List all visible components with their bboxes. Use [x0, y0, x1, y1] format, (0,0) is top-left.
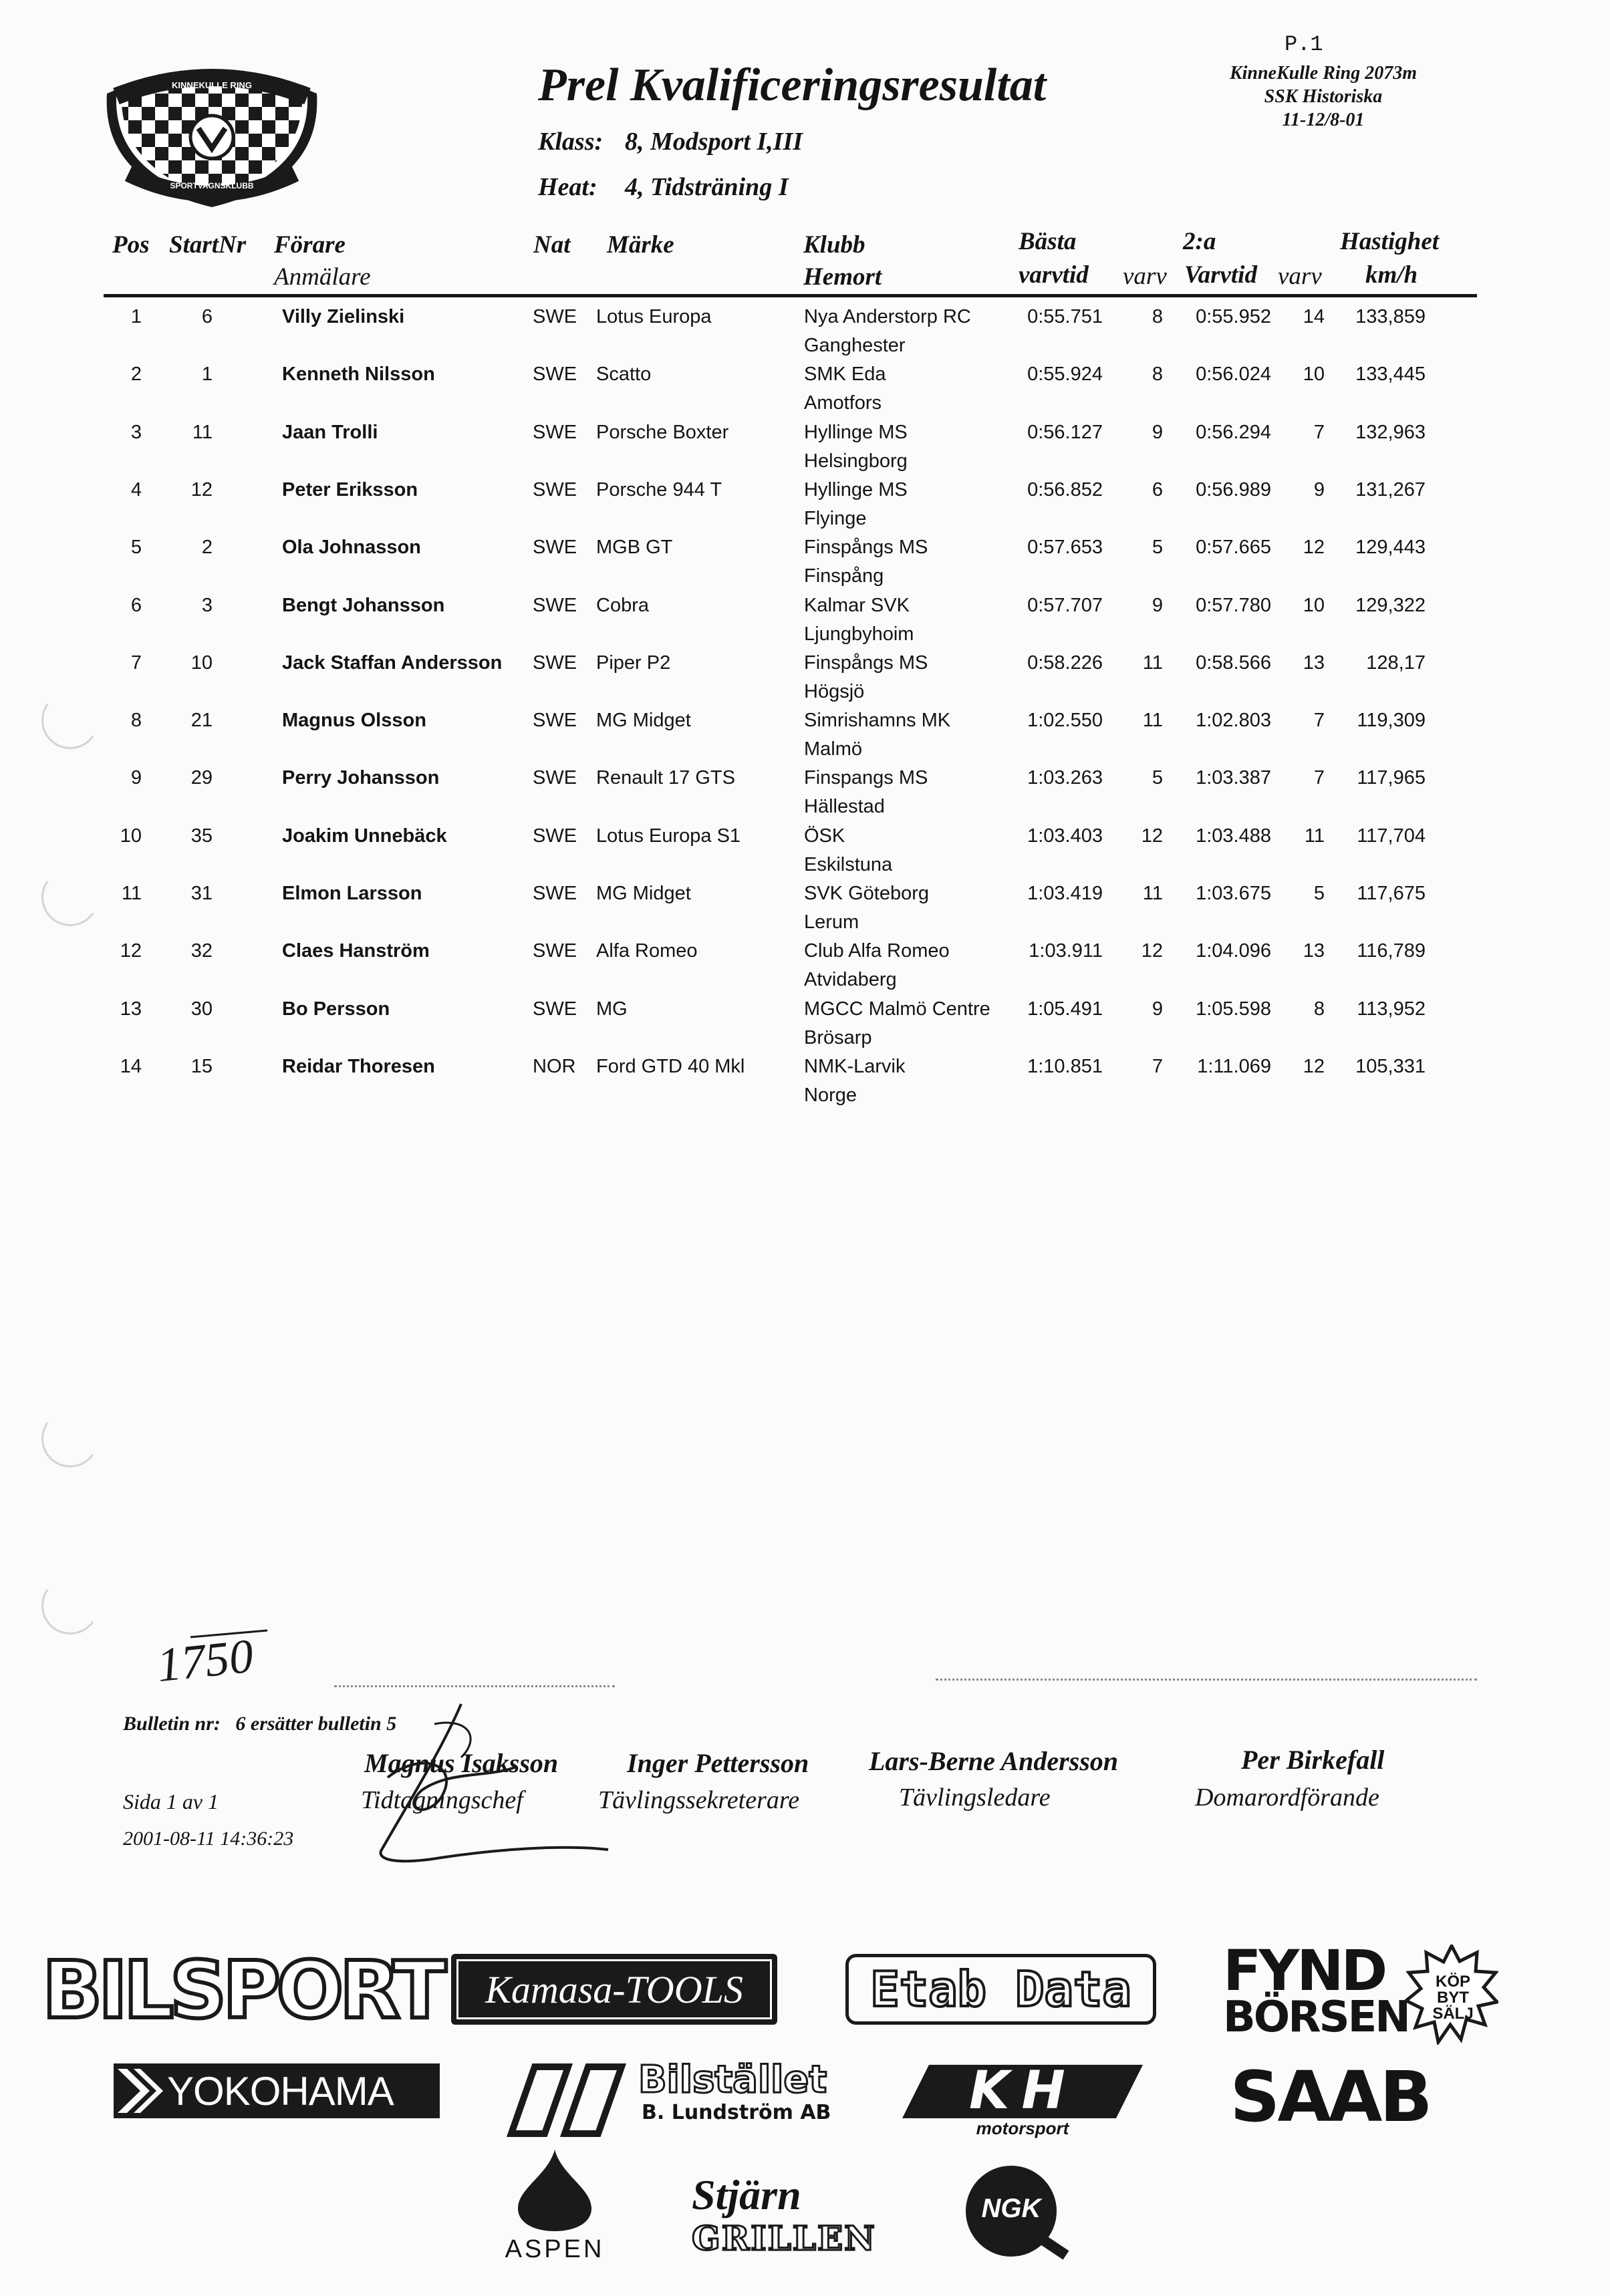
- punch-hole: [37, 864, 104, 931]
- cell-lap: 11: [1142, 652, 1163, 674]
- cell-make: Alfa Romeo: [596, 940, 698, 962]
- cell-nr: 11: [192, 421, 213, 443]
- cell-nr: 15: [190, 1055, 213, 1077]
- cell-pos: 8: [130, 710, 142, 732]
- sponsor-ngk-text: NGK: [981, 2194, 1041, 2223]
- class-label: Klass:: [538, 128, 603, 156]
- cell-nr: 32: [190, 940, 213, 962]
- col-entrant: Anmälare: [274, 263, 371, 291]
- cell-lap2: 12: [1303, 537, 1325, 559]
- cell-driver: Ola Johnasson: [282, 537, 421, 559]
- cell-nat: SWE: [533, 710, 577, 732]
- cell-nr: 6: [201, 306, 213, 327]
- punch-hole: [37, 1572, 104, 1639]
- cell-nat: SWE: [533, 940, 577, 962]
- cell-make: Lotus Europa S1: [596, 825, 741, 847]
- heat-line: [538, 172, 789, 202]
- sponsor-fyndborsen: [1223, 1938, 1504, 2045]
- cell-lap: 8: [1152, 306, 1163, 327]
- cell-lap: 6: [1152, 478, 1163, 500]
- cell-best: 1:03.419: [1027, 883, 1103, 904]
- sponsor-fynd-badge-text: KÖP BYT SÄLJ: [1432, 1973, 1474, 2023]
- handwritten-note: [150, 1620, 324, 1694]
- cell-make: Ford GTD 40 Mkl: [596, 1055, 745, 1077]
- cell-lap2: 8: [1313, 998, 1325, 1020]
- bilstallet-mark-icon: [505, 2063, 632, 2137]
- sponsor-borsen-text: BÖRSEN: [1223, 1993, 1409, 2042]
- signatory-2-name: Inger Pettersson: [627, 1748, 809, 1778]
- sponsor-kamasa: [451, 1954, 777, 2025]
- cell-club: SVK Göteborg: [804, 883, 929, 904]
- sponsor-fynd-badge: [1405, 1945, 1498, 2045]
- cell-best: 0:57.653: [1027, 537, 1103, 559]
- cell-best: 1:02.550: [1027, 710, 1103, 732]
- cell-lap: 7: [1152, 1055, 1163, 1077]
- cell-pos: 6: [130, 594, 142, 616]
- logo-ring-bottom: SPORTVAGNSKLUBB: [170, 181, 254, 190]
- sponsor-stjarn-text: Stjärn: [692, 2171, 801, 2218]
- cell-second: 1:02.803: [1196, 710, 1271, 732]
- footer-rule: [936, 1679, 1477, 1681]
- cell-lap: 5: [1152, 537, 1163, 559]
- cell-speed: 131,267: [1355, 478, 1426, 500]
- cell-club: Nya Anderstorp RC: [804, 306, 971, 327]
- signatory-4-name: Per Birkefall: [1241, 1745, 1385, 1775]
- cell-pos: 3: [130, 421, 142, 443]
- cell-lap2: 7: [1313, 421, 1325, 443]
- cell-driver: Claes Hanström: [282, 940, 430, 962]
- cell-driver: Peter Eriksson: [282, 478, 418, 500]
- cell-home: Lerum: [804, 911, 859, 933]
- cell-pos: 14: [120, 1055, 142, 1077]
- col-best: Bästa: [1019, 228, 1077, 255]
- event-date: 11-12/8-01: [1282, 110, 1365, 130]
- cell-club: NMK-Larvik: [804, 1055, 906, 1077]
- signatory-1-name: Magnus Isaksson: [364, 1748, 559, 1778]
- cell-second: 1:03.387: [1196, 767, 1271, 789]
- cell-nr: 12: [190, 478, 213, 500]
- sponsor-bilstallet-sub: B. Lundström AB: [642, 2101, 831, 2124]
- sponsor-etab: [845, 1954, 1156, 2025]
- cell-best: 0:58.226: [1027, 652, 1103, 674]
- event-series: SSK Historiska: [1264, 86, 1383, 107]
- cell-best: 0:56.127: [1027, 421, 1103, 443]
- cell-make: Renault 17 GTS: [596, 767, 735, 789]
- cell-lap: 12: [1141, 825, 1163, 847]
- sponsor-kh-sub: motorsport: [976, 2118, 1069, 2138]
- cell-nr: 31: [190, 883, 213, 904]
- cell-lap2: 10: [1303, 594, 1325, 616]
- cell-best: 0:55.751: [1027, 306, 1103, 327]
- cell-home: Amotfors: [804, 392, 882, 414]
- cell-nat: SWE: [533, 825, 577, 847]
- sponsor-bilstallet: [505, 2058, 839, 2138]
- cell-club: Club Alfa Romeo: [804, 940, 950, 962]
- cell-lap2: 10: [1303, 364, 1325, 386]
- cell-driver: Bengt Johansson: [282, 594, 445, 616]
- cell-speed: 133,445: [1355, 364, 1426, 386]
- cell-nr: 30: [190, 998, 213, 1020]
- signatory-4-role: Domarordförande: [1195, 1783, 1379, 1812]
- cell-make: Piper P2: [596, 652, 671, 674]
- col-driver: Förare: [274, 231, 346, 259]
- sponsor-aspen: [498, 2148, 612, 2265]
- club-logo: [102, 67, 322, 207]
- signatory-2-role: Tävlingssekreterare: [598, 1786, 800, 1814]
- cell-home: Helsingborg: [804, 450, 908, 472]
- page-of: Sida 1 av 1: [123, 1789, 219, 1814]
- logo-ring-top: KINNEKULLE RING: [172, 80, 252, 90]
- cell-club: ÖSK: [804, 825, 845, 847]
- cell-lap: 8: [1152, 364, 1163, 386]
- cell-nat: SWE: [533, 537, 577, 559]
- cell-driver: Perry Johansson: [282, 767, 440, 789]
- cell-second: 1:05.598: [1196, 998, 1271, 1020]
- sponsor-yokohama: [114, 2063, 440, 2118]
- cell-club: Finspångs MS: [804, 652, 928, 674]
- cell-second: 0:57.665: [1196, 537, 1271, 559]
- cell-pos: 13: [120, 998, 142, 1020]
- cell-lap2: 7: [1313, 710, 1325, 732]
- cell-club: MGCC Malmö Centre: [804, 998, 990, 1020]
- cell-best: 0:55.924: [1027, 364, 1103, 386]
- cell-pos: 9: [130, 767, 142, 789]
- cell-lap: 12: [1141, 940, 1163, 962]
- col-startnr: StartNr: [169, 231, 247, 259]
- sponsor-grillen-text: GRILLEN: [692, 2218, 876, 2258]
- cell-home: Brösarp: [804, 1026, 872, 1048]
- cell-best: 1:05.491: [1027, 998, 1103, 1020]
- cell-second: 1:04.096: [1196, 940, 1271, 962]
- cell-speed: 117,704: [1357, 825, 1426, 847]
- handwritten-signature: [361, 1697, 615, 1871]
- cell-lap2: 13: [1303, 940, 1325, 962]
- cell-speed: 129,443: [1355, 537, 1426, 559]
- col-second-sub: Varvtid: [1184, 261, 1257, 289]
- cell-speed: 117,965: [1357, 767, 1426, 789]
- cell-club: Hyllinge MS: [804, 421, 908, 443]
- cell-lap: 9: [1152, 421, 1163, 443]
- cell-second: 1:03.675: [1196, 883, 1271, 904]
- cell-nr: 35: [190, 825, 213, 847]
- cell-speed: 128,17: [1366, 652, 1426, 674]
- event-track: KinneKulle Ring 2073m: [1229, 63, 1418, 84]
- cell-nr: 21: [190, 710, 213, 732]
- col-speed-sub: km/h: [1365, 261, 1418, 289]
- sponsor-kamasa-text: Kamasa-TOOLS: [485, 1967, 743, 2011]
- page-number: P.1: [1285, 32, 1323, 57]
- col-nat: Nat: [533, 231, 571, 259]
- cell-nat: SWE: [533, 883, 577, 904]
- sponsor-ngk: [959, 2162, 1073, 2262]
- cell-driver: Bo Persson: [282, 998, 390, 1020]
- cell-pos: 7: [130, 652, 142, 674]
- cell-home: Eskilstuna: [804, 853, 893, 875]
- yokohama-mark-icon: [114, 2063, 167, 2118]
- cell-club: Finspangs MS: [804, 767, 928, 789]
- cell-driver: Reidar Thoresen: [282, 1055, 435, 1077]
- cell-speed: 129,322: [1355, 594, 1426, 616]
- cell-nr: 2: [201, 537, 213, 559]
- cell-club: Finspångs MS: [804, 537, 928, 559]
- cell-best: 0:57.707: [1027, 594, 1103, 616]
- cell-home: Norge: [804, 1084, 857, 1106]
- cell-best: 0:56.852: [1027, 478, 1103, 500]
- sponsor-stjarngrillen: [682, 2170, 896, 2261]
- col-pos: Pos: [112, 231, 150, 259]
- cell-nr: 3: [201, 594, 213, 616]
- cell-driver: Jaan Trolli: [282, 421, 378, 443]
- cell-nat: SWE: [533, 306, 577, 327]
- sponsor-etab-text: Etab Data: [870, 1961, 1131, 2017]
- cell-best: 1:10.851: [1027, 1055, 1103, 1077]
- col-home: Hemort: [803, 263, 882, 291]
- cell-second: 0:56.294: [1196, 421, 1271, 443]
- col-lap2: varv: [1278, 263, 1322, 290]
- col-best-sub: varvtid: [1019, 261, 1089, 289]
- cell-home: Ganghester: [804, 335, 906, 356]
- cell-driver: Joakim Unnebäck: [282, 825, 447, 847]
- sponsor-bilsport: [42, 1944, 442, 2036]
- cell-speed: 132,963: [1355, 421, 1426, 443]
- cell-speed: 105,331: [1355, 1055, 1426, 1077]
- cell-club: Simrishamns MK: [804, 710, 951, 732]
- cell-nat: SWE: [533, 478, 577, 500]
- punch-hole: [37, 687, 104, 754]
- heat-value: 4, Tidsträning I: [625, 173, 789, 201]
- col-second: 2:a: [1183, 228, 1216, 255]
- cell-home: Flyinge: [804, 507, 867, 529]
- cell-nat: SWE: [533, 652, 577, 674]
- signatory-3-name: Lars-Berne Andersson: [869, 1746, 1119, 1776]
- cell-club: Kalmar SVK: [804, 594, 910, 616]
- cell-best: 1:03.911: [1029, 940, 1103, 962]
- header-rule: [104, 294, 1477, 297]
- cell-second: 0:56.989: [1196, 478, 1271, 500]
- cell-lap2: 14: [1303, 306, 1325, 327]
- cell-make: Porsche Boxter: [596, 421, 729, 443]
- signatory-3-role: Tävlingsledare: [899, 1783, 1051, 1812]
- cell-nat: SWE: [533, 594, 577, 616]
- cell-make: Porsche 944 T: [596, 478, 722, 500]
- timestamp: 2001-08-11 14:36:23: [123, 1828, 294, 1850]
- sponsor-saab-text: SAAB: [1230, 2055, 1430, 2138]
- col-speed: Hastighet: [1340, 228, 1440, 255]
- cell-pos: 11: [121, 883, 142, 904]
- cell-home: Hällestad: [804, 796, 885, 818]
- sponsor-kh-text: KH: [969, 2061, 1077, 2121]
- cell-speed: 117,675: [1357, 883, 1426, 904]
- cell-speed: 133,859: [1355, 306, 1426, 327]
- cell-make: Cobra: [596, 594, 649, 616]
- cell-pos: 5: [130, 537, 142, 559]
- cell-lap2: 11: [1304, 825, 1325, 847]
- cell-home: Ljungbyhoim: [804, 623, 914, 645]
- bulletin-info: Bulletin nr: 6 ersätter bulletin 5: [123, 1713, 397, 1735]
- cell-lap2: 13: [1303, 652, 1325, 674]
- cell-nat: NOR: [533, 1055, 576, 1077]
- cell-second: 1:11.069: [1197, 1055, 1271, 1077]
- sponsor-kh: [902, 2061, 1143, 2138]
- sponsor-bilsport-text: BILSPORT: [42, 1944, 442, 2036]
- cell-lap2: 5: [1313, 883, 1325, 904]
- punch-hole: [37, 1405, 104, 1472]
- cell-nat: SWE: [533, 421, 577, 443]
- cell-nat: SWE: [533, 364, 577, 386]
- page-title: Prel Kvalificeringsresultat: [538, 59, 1047, 111]
- cell-second: 0:55.952: [1196, 306, 1271, 327]
- cell-driver: Villy Zielinski: [282, 306, 405, 327]
- cell-second: 1:03.488: [1196, 825, 1271, 847]
- cell-driver: Kenneth Nilsson: [282, 364, 435, 386]
- cell-make: MGB GT: [596, 537, 673, 559]
- cell-second: 0:58.566: [1196, 652, 1271, 674]
- cell-lap: 9: [1152, 594, 1163, 616]
- sponsor-aspen-text: ASPEN: [505, 2235, 605, 2263]
- cell-club: SMK Eda: [804, 364, 886, 386]
- cell-pos: 12: [120, 940, 142, 962]
- cell-lap: 9: [1152, 998, 1163, 1020]
- col-lap: varv: [1123, 263, 1167, 290]
- signatory-1-role: Tidtagningschef: [361, 1786, 523, 1814]
- heat-label: Heat:: [538, 173, 597, 201]
- cell-nr: 1: [201, 364, 213, 386]
- sponsor-yokohama-text: YOKOHAMA: [167, 2068, 394, 2114]
- cell-home: Malmö: [804, 738, 863, 760]
- cell-make: MG: [596, 998, 628, 1020]
- cell-second: 0:56.024: [1196, 364, 1271, 386]
- col-club: Klubb: [803, 231, 865, 259]
- cell-speed: 116,789: [1357, 940, 1426, 962]
- sponsor-fynd-text: FYND: [1223, 1938, 1385, 2003]
- cell-lap: 11: [1142, 710, 1163, 732]
- cell-best: 1:03.403: [1027, 825, 1103, 847]
- cell-home: Finspång: [804, 565, 884, 587]
- cell-pos: 10: [120, 825, 142, 847]
- cell-driver: Elmon Larsson: [282, 883, 422, 904]
- class-value: 8, Modsport I,III: [625, 128, 803, 156]
- cell-make: MG Midget: [596, 710, 691, 732]
- cell-home: Atvidaberg: [804, 969, 897, 991]
- cell-lap: 11: [1142, 883, 1163, 904]
- cell-lap2: 7: [1313, 767, 1325, 789]
- cell-second: 0:57.780: [1196, 594, 1271, 616]
- aspen-drop-icon: [511, 2148, 598, 2232]
- cell-nat: SWE: [533, 767, 577, 789]
- cell-nat: SWE: [533, 998, 577, 1020]
- cell-lap2: 9: [1313, 478, 1325, 500]
- footer-rule: [334, 1685, 615, 1687]
- cell-driver: Magnus Olsson: [282, 710, 426, 732]
- cell-speed: 119,309: [1357, 710, 1426, 732]
- cell-make: Scatto: [596, 364, 652, 386]
- cell-driver: Jack Staffan Andersson: [282, 652, 503, 674]
- cell-make: Lotus Europa: [596, 306, 712, 327]
- cell-pos: 1: [130, 306, 142, 327]
- handwritten-note-text: 1750: [154, 1628, 256, 1693]
- col-make: Märke: [607, 231, 674, 259]
- cell-lap: 5: [1152, 767, 1163, 789]
- cell-nr: 29: [190, 767, 213, 789]
- class-line: [538, 127, 803, 156]
- cell-make: MG Midget: [596, 883, 691, 904]
- sponsor-bilstallet-text: Bilstället: [638, 2058, 827, 2102]
- cell-club: Hyllinge MS: [804, 478, 908, 500]
- cell-pos: 4: [130, 478, 142, 500]
- cell-nr: 10: [190, 652, 213, 674]
- cell-speed: 113,952: [1357, 998, 1426, 1020]
- cell-lap2: 12: [1303, 1055, 1325, 1077]
- sponsor-saab: [1210, 2055, 1450, 2138]
- cell-home: Högsjö: [804, 680, 865, 702]
- cell-pos: 2: [130, 364, 142, 386]
- cell-best: 1:03.263: [1027, 767, 1103, 789]
